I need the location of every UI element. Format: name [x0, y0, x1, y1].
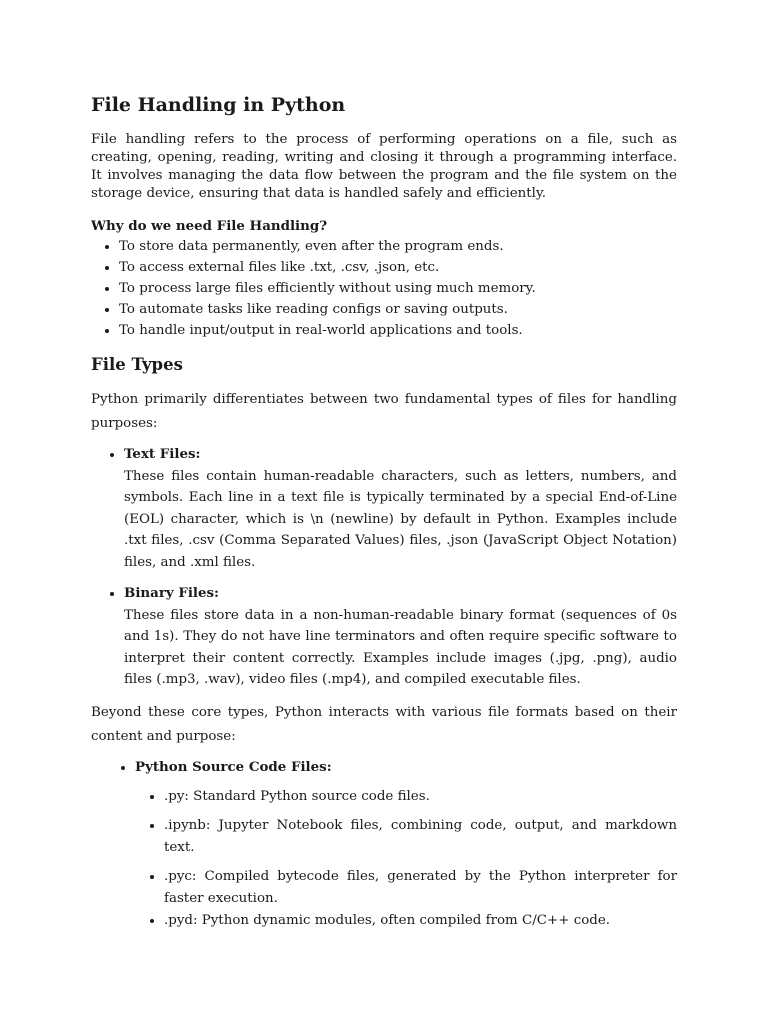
list-item: • .ipynb: Jupyter Notebook files, combining code, output, and markdown text. — [164, 815, 677, 859]
format-title: • Python Source Code Files: — [135, 758, 332, 775]
file-types-heading: File Types — [91, 355, 183, 374]
list-item: • To handle input/output in real-world applications and tools. — [119, 320, 677, 341]
intro-paragraph: File handling refers to the process of performing operations on a file, such as creating, opening, reading, writing and closing it through a programming interface. It involves managing the data flow between the program and the file system on the storage device, ensuring that data is handled safely and efficiently. — [91, 132, 677, 201]
type-title: • Text Files: — [124, 446, 201, 462]
format-sublist — [135, 786, 677, 932]
list-item-text-files — [124, 444, 677, 573]
list-item: • To process large files efficiently without using much memory. — [119, 278, 677, 299]
list-item: • To access external files like .txt, .csv, .json, etc. — [119, 257, 677, 278]
formats-list — [91, 757, 677, 932]
why-heading: Why do we need File Handling? — [91, 218, 328, 234]
list-item-binary-files — [124, 583, 677, 691]
type-title: • Binary Files: — [124, 585, 219, 601]
type-description: These files contain human-readable characters, such as letters, numbers, and symbols. Each line in a text file is typically terminated by a special End-of-Line (EOL) character, which is \n (newline) by default in Python. Examples include .txt files, .csv (Comma Separated Values) files, .json (JavaScript Object Notation) files, and .xml files. — [124, 468, 677, 570]
type-description: These files store data in a non-human-readable binary format (sequences of 0s and 1s). They do not have line terminators and often require specific software to interpret their content correctly. Examples include images (.jpg, .png), audio files (.mp3, .wav), video files (.mp4), and compiled executable files. — [124, 607, 677, 687]
beyond-paragraph: Beyond these core types, Python interacts with various file formats based on their content and purpose: — [91, 704, 677, 744]
list-item: • .pyc: Compiled bytecode files, generated by the Python interpreter for faster execution. — [164, 866, 677, 910]
list-item-python-source — [135, 757, 677, 932]
page-title: File Handling in Python — [91, 94, 346, 116]
list-item: • .py: Standard Python source code files. — [164, 786, 677, 808]
why-list — [91, 236, 677, 341]
list-item: • .pyd: Python dynamic modules, often compiled from C/C++ code. — [164, 910, 677, 932]
list-item: • To store data permanently, even after the program ends. — [119, 236, 677, 257]
file-types-list — [91, 444, 677, 691]
file-types-intro: Python primarily differentiates between two fundamental types of files for handling purposes: — [91, 392, 677, 431]
list-item: • To automate tasks like reading configs or saving outputs. — [119, 299, 677, 320]
